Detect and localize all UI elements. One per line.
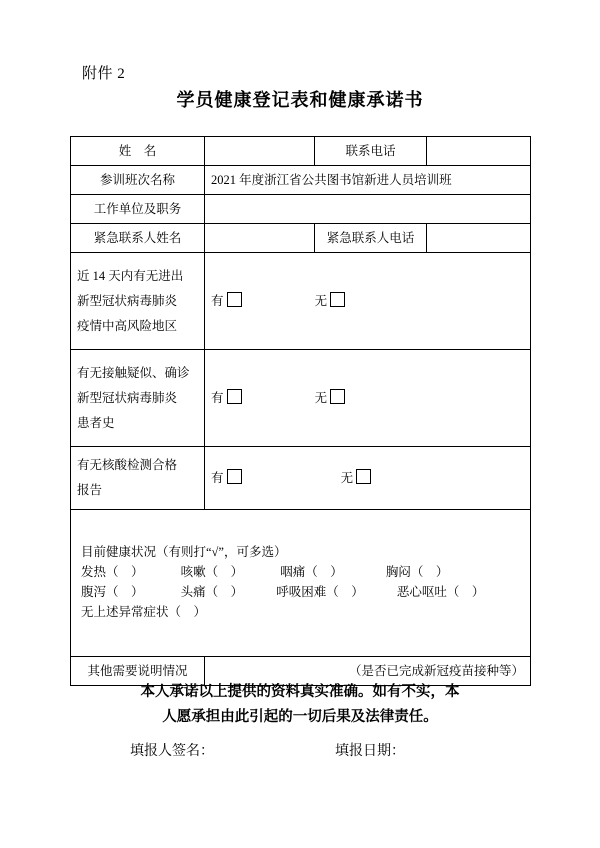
table-row-question-1 [71, 253, 531, 350]
promise-statement [70, 680, 530, 731]
symptom-nausea-vomiting[interactable]: 恶心呕吐（ ） [396, 585, 485, 599]
q2-no-option[interactable] [315, 388, 346, 408]
q2-yes-checkbox[interactable] [227, 389, 242, 404]
unit-value[interactable] [205, 195, 531, 224]
q1-no-option[interactable] [315, 291, 346, 311]
date-label[interactable]: 填报日期： [335, 744, 405, 759]
other-note[interactable]: （是否已完成新冠疫苗接种等） [205, 657, 531, 686]
q1-no-text: 无 [314, 294, 328, 308]
q2-yes-option[interactable] [211, 388, 242, 408]
q2-no-checkbox[interactable] [330, 389, 345, 404]
class-label: 参训班次名称 [71, 166, 205, 195]
q1-label-line-2: 新型冠状病毒肺炎 [77, 293, 178, 308]
q1-no-checkbox[interactable] [330, 292, 345, 307]
table-row-question-3 [71, 447, 531, 510]
attachment-label: 附件 2 [82, 66, 126, 82]
promise-line-1: 本人承诺以上提供的资料真实准确。如有不实，本 [140, 684, 460, 700]
symptom-headache[interactable]: 头痛（ ） [180, 585, 244, 599]
symptom-dyspnea[interactable]: 呼吸困难（ ） [276, 585, 364, 599]
symptom-diarrhea[interactable]: 腹泻（ ） [81, 585, 144, 599]
health-symptom-line-1 [81, 562, 520, 582]
q1-yes-option[interactable] [211, 291, 242, 311]
q1-label-line-1: 近 14 天内有无进出 [77, 268, 184, 283]
signature-label[interactable]: 填报人签名： [130, 744, 214, 759]
health-symptom-line-2 [81, 582, 520, 602]
class-value[interactable]: 2021 年度浙江省公共图书馆新进人员培训班 [205, 166, 531, 195]
q2-no-text: 无 [314, 391, 328, 405]
name-label: 姓 名 [71, 137, 205, 166]
q1-yes-checkbox[interactable] [227, 292, 242, 307]
health-status-block [71, 510, 531, 657]
q3-yes-option[interactable] [211, 468, 242, 488]
q3-no-text: 无 [340, 471, 354, 485]
q3-no-option[interactable] [341, 468, 372, 488]
unit-label: 工作单位及职务 [71, 195, 205, 224]
name-value[interactable] [205, 137, 315, 166]
q2-label-line-1: 有无接触疑似、确诊 [77, 365, 190, 380]
symptom-chest-tightness[interactable]: 胸闷（ ） [385, 565, 449, 579]
table-row [71, 166, 531, 195]
table-row-health-status [71, 510, 531, 657]
q3-no-checkbox[interactable] [356, 469, 371, 484]
symptom-cough[interactable]: 咳嗽（ ） [180, 565, 244, 579]
phone-value[interactable] [427, 137, 531, 166]
q3-yes-text: 有 [211, 471, 224, 485]
q2-label-line-3: 患者史 [77, 415, 115, 430]
table-row-question-2 [71, 350, 531, 447]
q3-label-line-2: 报告 [77, 483, 103, 497]
symptom-none[interactable]: 无上述异常症状（ ） [81, 605, 207, 619]
table-row [71, 224, 531, 253]
q3-label-line-1: 有无核酸检测合格 [77, 458, 178, 472]
q1-answers [205, 253, 531, 350]
q2-label-line-2: 新型冠状病毒肺炎 [77, 390, 178, 405]
emergency-phone-label: 紧急联系人电话 [315, 224, 427, 253]
emergency-phone-value[interactable] [427, 224, 531, 253]
health-status-title: 目前健康状况（有则打“√”，可多选） [81, 545, 287, 559]
health-symptom-line-3 [81, 602, 520, 622]
symptom-sore-throat[interactable]: 咽痛（ ） [280, 565, 343, 579]
q2-yes-text: 有 [211, 391, 224, 405]
phone-label: 联系电话 [315, 137, 427, 166]
q3-label [71, 447, 205, 510]
q1-yes-text: 有 [211, 294, 224, 308]
other-label: 其他需要说明情况 [71, 657, 205, 686]
q2-answers [205, 350, 531, 447]
symptom-fever[interactable]: 发热（ ） [81, 565, 144, 579]
table-row [71, 137, 531, 166]
emergency-name-value[interactable] [205, 224, 315, 253]
promise-line-2: 人愿承担由此引起的一切后果及法律责任。 [162, 709, 438, 726]
table-row [71, 195, 531, 224]
q3-yes-checkbox[interactable] [227, 469, 242, 484]
page-title: 学员健康登记表和健康承诺书 [176, 90, 424, 110]
q3-answers [205, 447, 531, 510]
emergency-name-label: 紧急联系人姓名 [71, 224, 205, 253]
q2-label [71, 350, 205, 447]
q1-label [71, 253, 205, 350]
health-registration-table [70, 136, 531, 686]
q1-label-line-3: 疫情中高风险地区 [77, 318, 178, 333]
